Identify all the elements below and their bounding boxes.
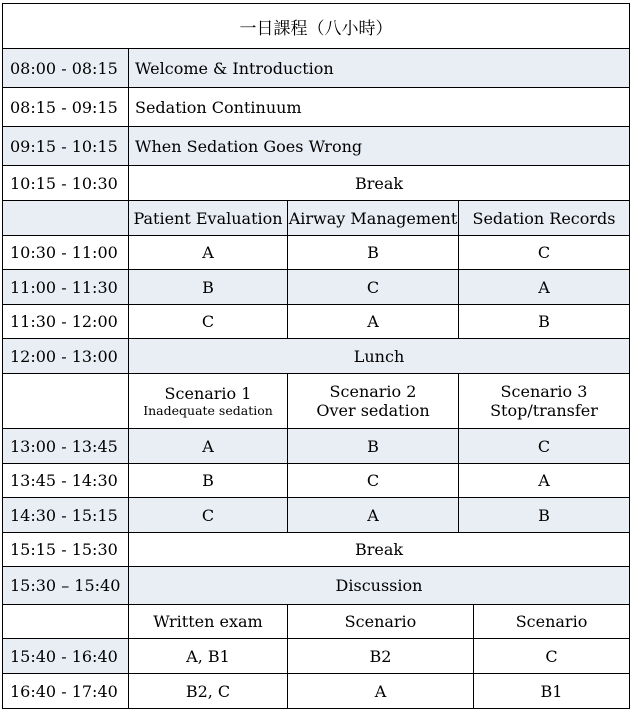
time-slot: 15:15 - 15:30 <box>3 533 129 567</box>
scenario-header <box>129 374 288 429</box>
time-slot: 09:15 - 10:15 <box>3 127 129 166</box>
scenario-name: Scenario 2 <box>329 382 417 401</box>
table-row <box>3 88 630 127</box>
group-cell: A <box>129 236 288 270</box>
exam-header: Scenario <box>474 605 630 639</box>
scenario-name: Scenario 3 <box>500 382 588 401</box>
group-cell: C <box>129 305 288 339</box>
session-topic: Welcome & Introduction <box>129 49 630 88</box>
group-cell: B <box>288 429 459 464</box>
time-slot: 10:15 - 10:30 <box>3 166 129 201</box>
group-cell: A <box>129 429 288 464</box>
table-row <box>3 464 630 498</box>
group-cell: C <box>459 429 630 464</box>
group-cell: A <box>288 498 459 533</box>
table-row <box>3 639 630 674</box>
discussion-label: Discussion <box>129 567 630 605</box>
group-cell: A <box>288 674 474 709</box>
exam-header: Written exam <box>129 605 288 639</box>
group-cell: C <box>474 639 630 674</box>
group-cell: C <box>129 498 288 533</box>
table-row <box>3 49 630 88</box>
exam-header: Scenario <box>288 605 474 639</box>
station-header: Patient Evaluation <box>129 201 288 236</box>
scenario-header-row <box>3 374 630 429</box>
session-topic: Sedation Continuum <box>129 88 630 127</box>
time-slot: 12:00 - 13:00 <box>3 339 129 374</box>
table-row <box>3 270 630 305</box>
table-row <box>3 674 630 709</box>
time-slot: 13:00 - 13:45 <box>3 429 129 464</box>
group-cell: A, B1 <box>129 639 288 674</box>
scenario-subtitle: Stop/transfer <box>490 401 598 420</box>
exam-header-row <box>3 605 630 639</box>
break-label: Break <box>129 533 630 567</box>
break-row <box>3 166 630 201</box>
group-cell: C <box>288 464 459 498</box>
group-cell: B1 <box>474 674 630 709</box>
empty-cell <box>3 605 129 639</box>
time-slot: 13:45 - 14:30 <box>3 464 129 498</box>
time-slot: 10:30 - 11:00 <box>3 236 129 270</box>
schedule-title: 一日課程（八小時） <box>3 4 630 49</box>
time-slot: 15:30 – 15:40 <box>3 567 129 605</box>
group-cell: B2 <box>288 639 474 674</box>
station-header-row <box>3 201 630 236</box>
empty-cell <box>3 201 129 236</box>
group-cell: B <box>129 464 288 498</box>
break-row <box>3 533 630 567</box>
table-row <box>3 127 630 166</box>
table-row <box>3 236 630 270</box>
time-slot: 16:40 - 17:40 <box>3 674 129 709</box>
group-cell: A <box>288 305 459 339</box>
station-header: Sedation Records <box>459 201 630 236</box>
group-cell: A <box>459 464 630 498</box>
time-slot: 11:00 - 11:30 <box>3 270 129 305</box>
course-schedule-table <box>2 3 630 709</box>
group-cell: B <box>129 270 288 305</box>
group-cell: C <box>288 270 459 305</box>
time-slot: 08:15 - 09:15 <box>3 88 129 127</box>
time-slot: 14:30 - 15:15 <box>3 498 129 533</box>
scenario-name: Scenario 1 <box>164 383 252 403</box>
group-cell: C <box>459 236 630 270</box>
group-cell: B <box>459 305 630 339</box>
station-header: Airway Management <box>288 201 459 236</box>
lunch-row <box>3 339 630 374</box>
scenario-subtitle: Inadequate sedation <box>143 402 273 418</box>
break-label: Break <box>129 166 630 201</box>
group-cell: A <box>459 270 630 305</box>
table-row <box>3 498 630 533</box>
time-slot: 15:40 - 16:40 <box>3 639 129 674</box>
group-cell: B <box>459 498 630 533</box>
scenario-header <box>288 374 459 429</box>
empty-cell <box>3 374 129 429</box>
scenario-subtitle: Over sedation <box>316 401 430 420</box>
scenario-header <box>459 374 630 429</box>
table-row <box>3 305 630 339</box>
time-slot: 08:00 - 08:15 <box>3 49 129 88</box>
discussion-row <box>3 567 630 605</box>
group-cell: B <box>288 236 459 270</box>
group-cell: B2, C <box>129 674 288 709</box>
session-topic: When Sedation Goes Wrong <box>129 127 630 166</box>
table-row <box>3 429 630 464</box>
title-row <box>3 4 630 49</box>
time-slot: 11:30 - 12:00 <box>3 305 129 339</box>
lunch-label: Lunch <box>129 339 630 374</box>
